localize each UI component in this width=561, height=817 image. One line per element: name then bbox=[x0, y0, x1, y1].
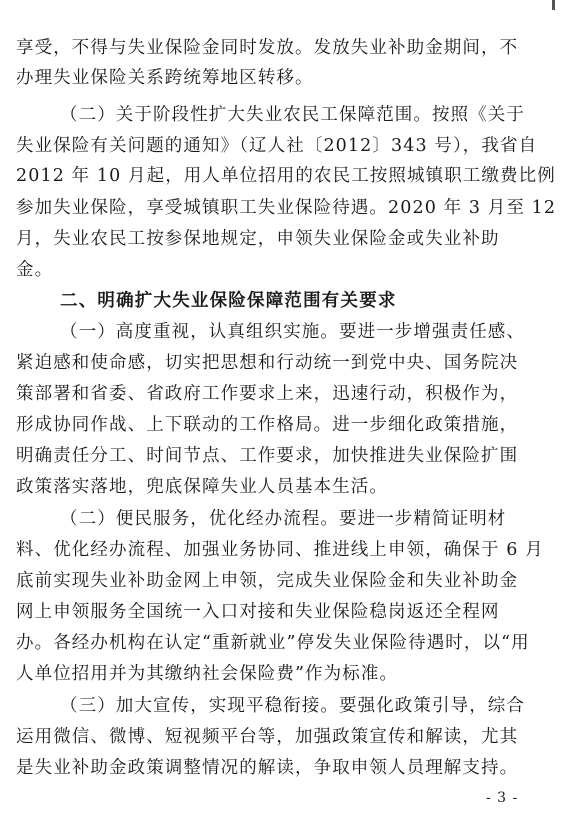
text-line: 形成协同作战、上下联动的工作格局。进一步细化政策措施， bbox=[16, 415, 519, 435]
text-line: 失业保险有关问题的通知》（辽人社〔2012〕343 号），我省自 bbox=[16, 136, 538, 156]
section-heading: 二、明确扩大失业保险保障范围有关要求 bbox=[60, 291, 397, 311]
text-line: 参加失业保险，享受城镇职工失业保险待遇。2020 年 3 月至 12 bbox=[16, 198, 557, 218]
text-line: 人单位招用并为其缴纳社会保险费”作为标准。 bbox=[16, 664, 399, 684]
text-line: 金。 bbox=[16, 260, 54, 280]
text-line: 办。各经办机构在认定“重新就业”停发失业保险待遇时，以“用 bbox=[16, 633, 530, 653]
text-line: 政策落实落地，兜底保障失业人员基本生活。 bbox=[16, 477, 388, 497]
text-line: （二）便民服务，优化经办流程。要进一步精简证明材 bbox=[60, 509, 507, 529]
text-line: 策部署和省委、省政府工作要求上来，迅速行动，积极作为， bbox=[16, 384, 519, 404]
text-line: 享受，不得与失业保险金同时发放。发放失业补助金期间，不 bbox=[16, 38, 519, 58]
text-line: （二）关于阶段性扩大失业农民工保障范围。按照《关于 bbox=[60, 105, 525, 125]
text-line: 是失业补助金政策调整情况的解读，争取申领人员理解支持。 bbox=[16, 758, 519, 778]
text-line: 运用微信、微博、短视频平台等，加强政策宣传和解读，尤其 bbox=[16, 727, 519, 747]
text-line: 办理失业保险关系跨统筹地区转移。 bbox=[16, 68, 314, 88]
text-line: （三）加大宣传，实现平稳衔接。要强化政策引导，综合 bbox=[60, 696, 525, 716]
text-line: 月，失业农民工按参保地规定，申领失业保险金或失业补助 bbox=[16, 229, 500, 249]
page-number: - 3 - bbox=[486, 790, 519, 806]
text-line: 底前实现失业补助金网上申领，完成失业保险金和失业补助金 bbox=[16, 571, 519, 591]
text-line: 2012 年 10 月起，用人单位招用的农民工按照城镇职工缴费比例 bbox=[16, 166, 556, 186]
text-line: 紧迫感和使命感，切实把思想和行动统一到党中央、国务院决 bbox=[16, 353, 519, 373]
text-line: （一）高度重视，认真组织实施。要进一步增强责任感、 bbox=[60, 322, 525, 342]
text-line: 明确责任分工、时间节点、工作要求，加快推进失业保险扩围 bbox=[16, 446, 519, 466]
text-line: 料、优化经办流程、加强业务协同、推进线上申领，确保于 6 月 bbox=[16, 540, 544, 560]
scan-mark bbox=[552, 0, 555, 10]
text-line: 网上申领服务全国统一入口对接和失业保险稳岗返还全程网 bbox=[16, 602, 500, 622]
